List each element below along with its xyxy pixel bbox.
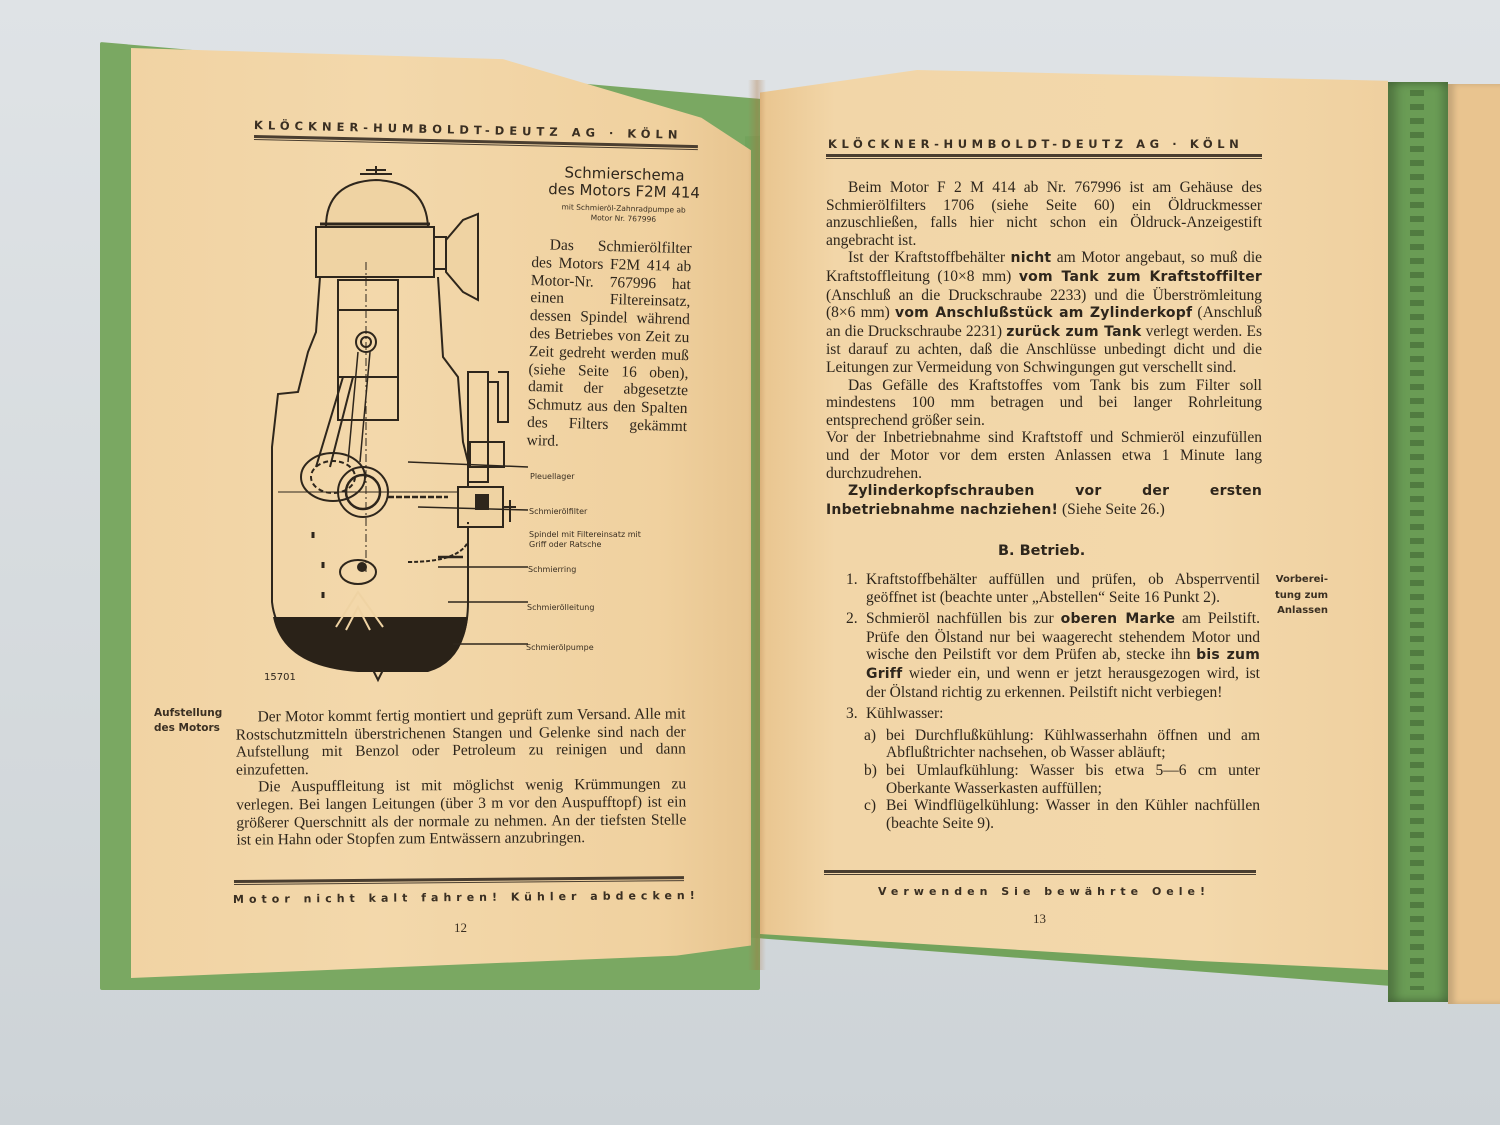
running-header-right: KLÖCKNER-HUMBOLDT-DEUTZ AG · KÖLN (828, 137, 1244, 151)
book-gutter (748, 80, 766, 970)
engine-lubrication-diagram (258, 162, 530, 687)
step-3a: a) bei Durchflußkühlung: Kühlwasserhahn öffnen und am Abflußtrichter nachsehen, ob Wasser abläuft; (864, 726, 1260, 762)
paragraph-kraftstoffleitung: Ist der Kraftstoffbehälter nicht am Motor angebaut, so muß die Kraftstoffleitung (10×8 mm) vom Tank zum Kraftstoffilter (Anschluß an die Druckschraube 2233) und die Überströmleitung (8×6 mm) vom Anschlußstück am Zylinderkopf (Anschluß an die Druckschraube 2231) zurück zum Tank verlegt werden. Es ist darauf zu achten, daß die Anschlüsse unbedingt dicht und die Leitungen zur Vermeidung von Schwingungen gut verschellt sind. (826, 249, 1263, 376)
side-note-vorbereitung (1270, 572, 1328, 619)
step-1: 1. Kraftstoffbehälter auffüllen und prüfen, ob Absperrventil geöffnet ist (beachte unter „Abstellen“ Seite 16 Punkt 2). (846, 571, 1260, 606)
side-note-line3: Anlassen (1277, 605, 1328, 616)
adjacent-page-edge (1448, 84, 1500, 1004)
figure-number: 15701 (264, 672, 296, 683)
paragraph-gefaelle: Das Gefälle des Kraftstoffes vom Tank bis zum Filter soll mindestens 100 mm betragen und bei langer Rohrleitung entsprechend größer sein. (826, 376, 1262, 429)
callout-pleuellager: Pleuellager (530, 472, 575, 481)
footer-rule-right (824, 870, 1256, 875)
page-number-right: 13 (1033, 911, 1046, 926)
callout-schmieroelpumpe: Schmierölpumpe (526, 643, 594, 652)
step-2: 2. Schmieröl nachfüllen bis zur oberen Marke am Peilstift. Prüfe den Ölstand nur bei waagerecht stehendem Motor und wische den Peilstift vor dem Prüfen ab, stecke ihn bis zum Griff wieder ein, und wenn er jetzt herausgezogen wird, ist der Ölstand richtig zu erkennen. Peilstift nicht verbiegen! (846, 610, 1260, 701)
header-rule-right (826, 154, 1262, 159)
filter-description: Das Schmierölfilter des Motors F2M 414 ab Motor-Nr. 767996 hat einen Filtereinsatz, dessen Spindel während des Betriebes von Zeit zu Zeit gedreht werden muß (siehe Seite 16 oben), damit der abgesetzte Schmutz aus den Spalten des Filters gekämmt wird. (526, 236, 692, 450)
callout-schmieroelfilter: Schmierölfilter (529, 507, 588, 516)
figure-title-line1: Schmierschema (564, 163, 685, 185)
paragraph-inbetriebnahme: Vor der Inbetriebnahme sind Kraftstoff und Schmieröl einzufüllen und der Motor vor dem ersten Anlassen etwa 1 Minute lang durchzudrehen. (826, 429, 1262, 482)
side-heading-aufstellung (154, 706, 222, 736)
step-3b: b) bei Umlaufkühlung: Wasser bis etwa 5—6 cm unter Oberkante Wasserkasten auffüllen; (864, 761, 1260, 797)
footer-motto-left: Motor nicht kalt fahren! Kühler abdecken! (232, 888, 700, 906)
callout-spindel: Spindel mit Filtereinsatz mit Griff oder Ratsche (529, 530, 641, 549)
side-note-line1: Vorberei- (1275, 574, 1328, 585)
side-note-line2: tung zum (1274, 589, 1328, 601)
callout-schmieroelleitung: Schmierölleitung (527, 603, 595, 612)
page-number-left: 12 (454, 920, 467, 935)
paragraph-aufstellung-2: Die Auspuffleitung ist mit möglichst wenig Krümmungen zu verlegen. Bei langen Leitungen (über 3 m vor den Auspufftopf) ist ein größerer Querschnitt als der normale zu nehmen. An der tiefsten Stelle ist ein Hahn oder Stopfen zum Entwässern anzubringen. (236, 775, 687, 849)
step-3c: c) Bei Windflügelkühlung: Wasser in den Kühler nachfüllen (beachte Seite 9). (864, 797, 1260, 832)
right-page-body (826, 179, 1262, 519)
figure-title-block (547, 164, 700, 226)
callout-schmierring: Schmierring (528, 565, 577, 574)
figure-subtitle-line2: Motor Nr. 767996 (590, 213, 657, 224)
paragraph-aufstellung-1: Der Motor kommt fertig montiert und geprüft zum Versand. Alle mit Rostschutzmitteln überstrichenen Stangen und Gelenke sind nach der Aufstellung mit Benzol oder Petroleum zu reinigen und dann einzufetten. (235, 705, 686, 779)
section-heading-betrieb: B. Betrieb. (998, 543, 1086, 559)
footer-motto-right: Verwenden Sie bewährte Oele! (878, 885, 1211, 898)
figure-title-line2: des Motors F2M 414 (548, 180, 701, 202)
section-aufstellung-body (236, 705, 687, 849)
betrieb-steps (846, 571, 1260, 832)
step-3: 3. Kühlwasser: (846, 705, 944, 723)
side-heading-line2: des Motors (154, 722, 220, 734)
figure-subtitle-line1: mit Schmieröl-Zahnradpumpe ab (561, 202, 686, 215)
paragraph-oeldruck: Beim Motor F 2 M 414 ab Nr. 767996 ist am Gehäuse des Schmierölfilters 1706 (siehe Seite 60) ein Öldruckmesser anzuschließen, falls hier nicht schon ein Öldruck-Anzeigestift angebracht ist. (826, 179, 1262, 249)
running-header-left: KLÖCKNER-HUMBOLDT-DEUTZ AG · KÖLN (253, 118, 683, 142)
spine-texture (1410, 90, 1424, 990)
side-heading-line1: Aufstellung (154, 707, 223, 719)
paragraph-zylinderkopf: Zylinderkopfschrauben vor der ersten Inbetriebnahme nachziehen! (Siehe Seite 26.) (826, 483, 1262, 518)
